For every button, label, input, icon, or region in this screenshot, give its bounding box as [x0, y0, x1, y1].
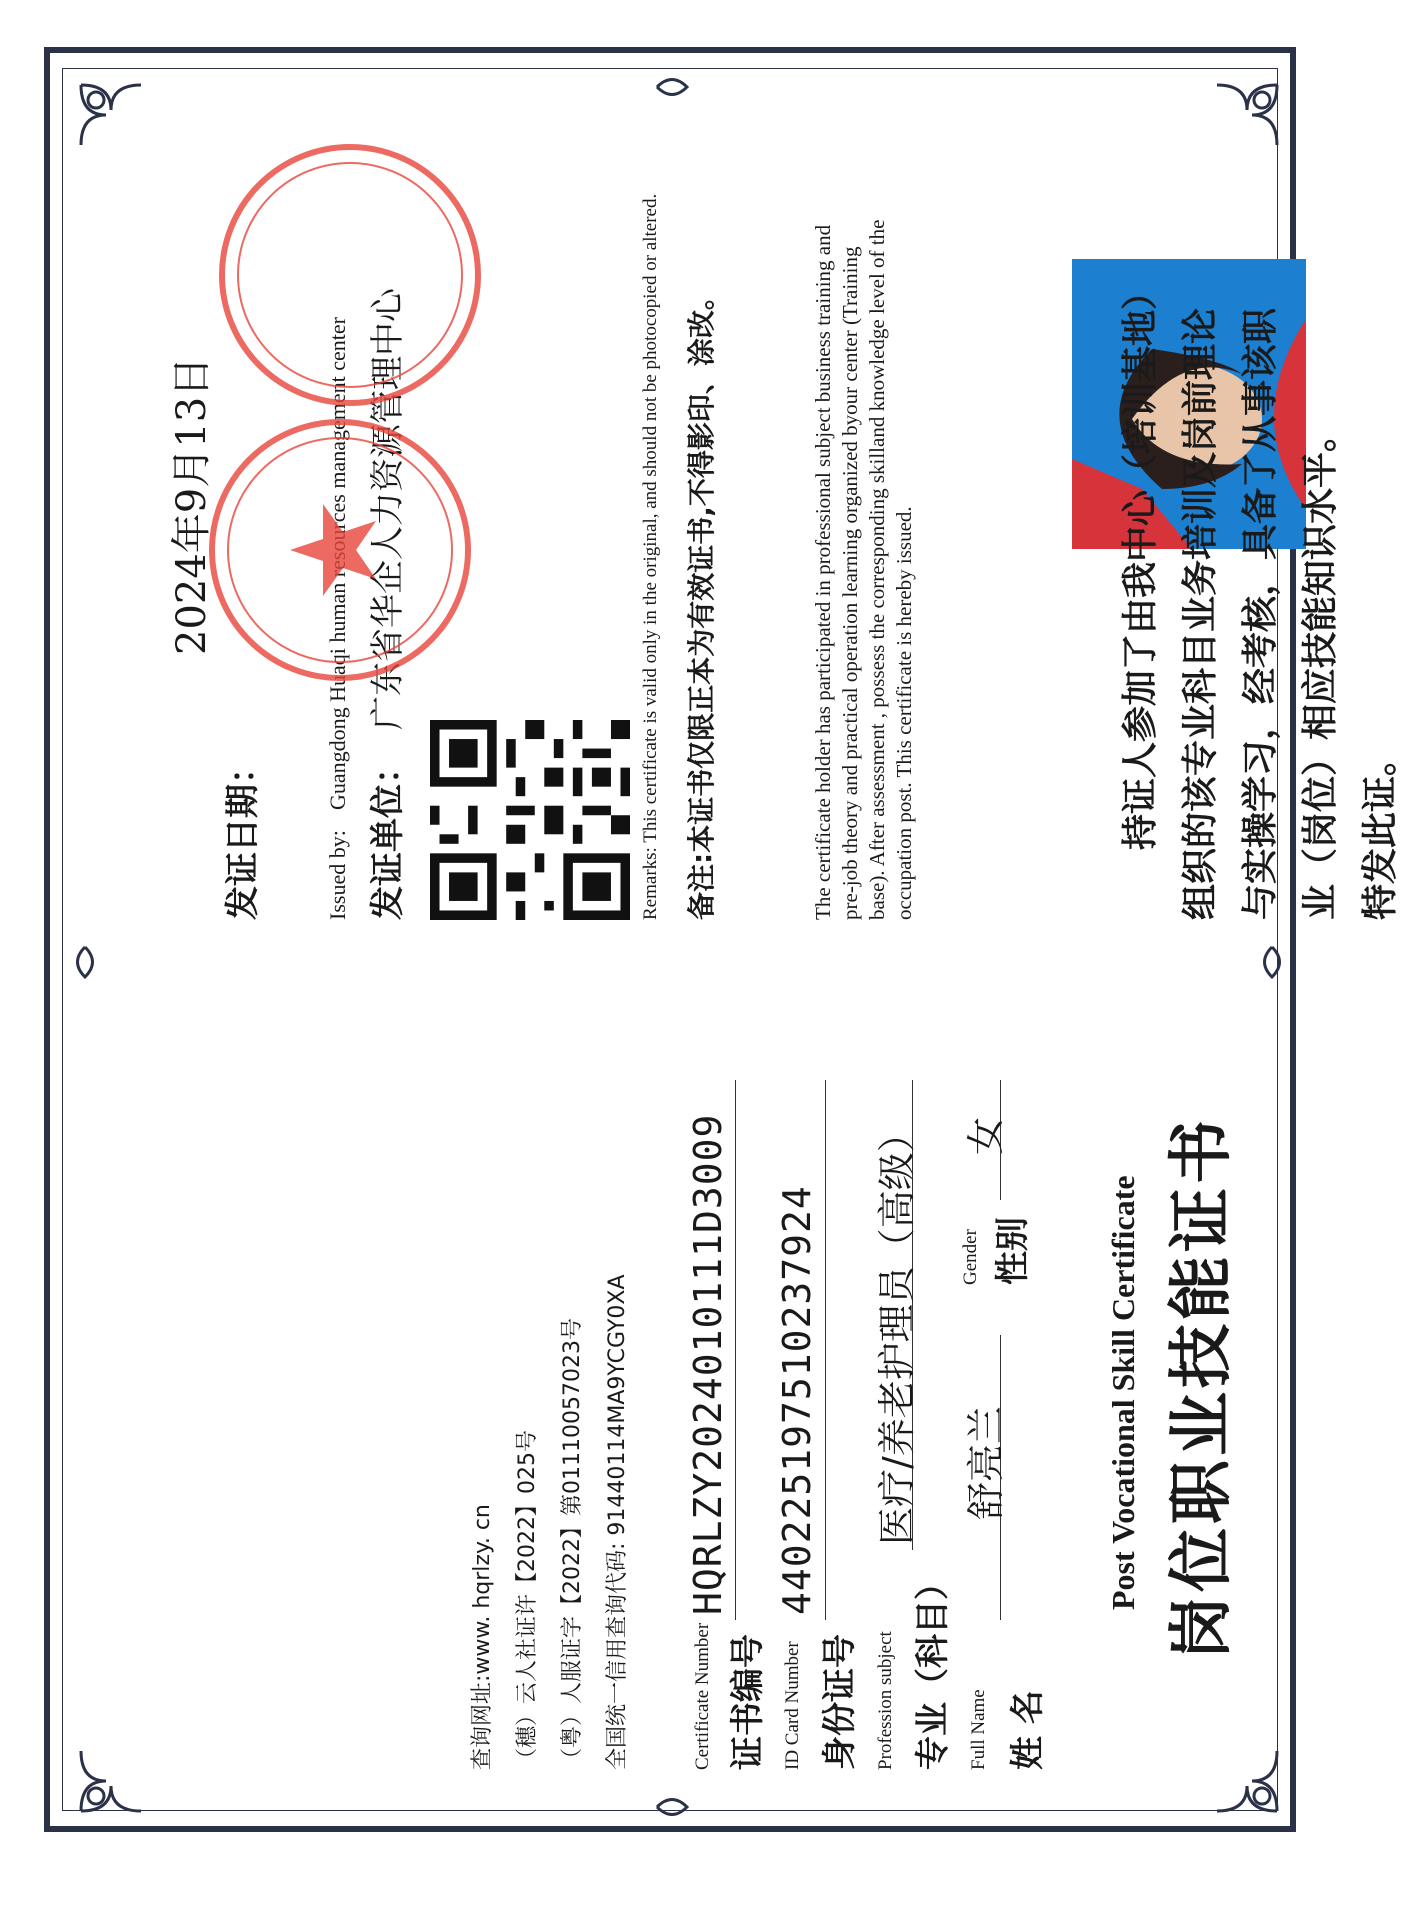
gender-label: 性别 — [993, 1217, 1033, 1285]
profession-label: 专业（科目） — [913, 1566, 953, 1770]
gender-label-en: Gender — [960, 1229, 981, 1285]
license-1: （粤）人服证字【2022】第01110057023号 — [560, 1318, 585, 1770]
name-value: 舒亮兰 — [964, 1405, 1008, 1520]
name-label-en: Full Name — [968, 1689, 989, 1770]
gender-value: 女 — [964, 1116, 1008, 1155]
official-seal-icon — [205, 415, 475, 685]
statement-line: 业（岗位）相应技能知识水平。 — [1299, 415, 1341, 920]
statement-line: 与实操学习，经考核，具备了从事该职 — [1239, 307, 1281, 920]
id-label-en: ID Card Number — [782, 1641, 803, 1770]
id-value: 440225197510237924 — [775, 1185, 819, 1615]
cert-number-label: 证书编号 — [728, 1634, 768, 1770]
issue-date-label: 发证日期： — [223, 750, 263, 920]
certificate-title: 岗位职业技能证书 — [1164, 1116, 1239, 1660]
certificate-title-en: Post Vocational Skill Certificate — [1105, 1175, 1141, 1610]
issuer-label-en: Issued by: — [325, 830, 350, 920]
remarks-en: Remarks: This certificate is valid only in the original, and should not be photocopied or altered. — [640, 193, 661, 920]
statement-cn — [1110, 274, 1410, 920]
cert-number-value: HQRLZY2024010111D3009 — [686, 1113, 730, 1615]
issue-date-value: 2024年9月13日 — [169, 356, 215, 655]
issuer-value: 广东省华企人力资源管理中心 — [368, 288, 408, 730]
license-2: （穗）云人社证许【2022】025号 — [515, 1430, 540, 1770]
id-underline — [825, 1080, 826, 1620]
id-label: 身份证号 — [820, 1634, 860, 1770]
credit-code: 全国统一信用查询代码: 91440114MA9YCGY0XA — [605, 1274, 630, 1770]
official-seal-icon — [215, 140, 485, 410]
name-label: 姓 名 — [1008, 1690, 1048, 1770]
statement-line: 组织的该专业科目业务培训及岗前理论 — [1179, 307, 1221, 920]
cert-underline — [735, 1080, 736, 1620]
statement-line: 特发此证。 — [1359, 739, 1401, 920]
statement-line: 持证人参加了由我中心（培训基地） — [1119, 273, 1161, 850]
website: 查询网址:www. hqrlzy. cn — [470, 1504, 495, 1770]
issuer-label: 发证单位： — [368, 750, 408, 920]
remarks-cn: 备注:本证书仅限正本为有效证书,不得影印、涂改。 — [685, 282, 718, 920]
statement-en: The certificate holder has participated in professional subject business training and pre-job theory and practical operation learning organized byour center (Training base). After assessment , possess the corresponding skilland knowledge level of the occupation post. This certificate is hereby issued. — [811, 219, 916, 920]
qr-code-icon — [430, 720, 630, 920]
cert-number-label-en: Certificate Number — [692, 1622, 713, 1770]
profession-label-en: Profession subject — [875, 1631, 896, 1770]
profession-value: 医疗/养老护理员（高级） — [875, 1114, 919, 1545]
